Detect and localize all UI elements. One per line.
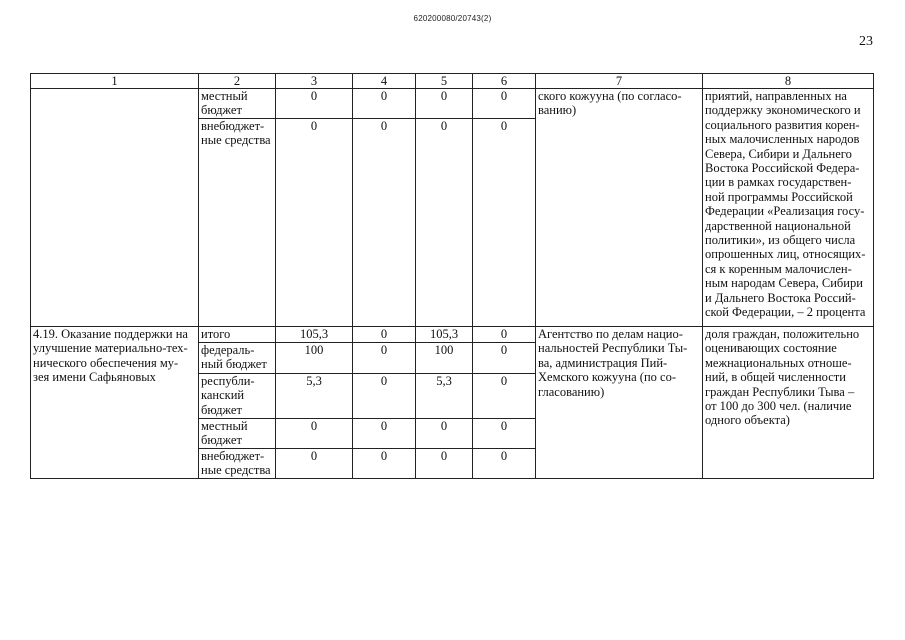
indicator-line: поддержку экономического и	[705, 103, 861, 118]
item-line: нического обеспечения му-	[33, 355, 179, 370]
responsible-line: ва, администрация Пий-	[538, 355, 668, 370]
indicator-cell	[703, 327, 874, 479]
value-cell: 0	[353, 327, 416, 343]
indicator-line: ции в рамках государствен-	[705, 175, 852, 190]
table-row	[31, 89, 874, 119]
column-number: 6	[473, 74, 536, 89]
funding-source-line: бюджет	[201, 402, 242, 417]
value-cell: 0	[276, 119, 353, 327]
value-cell: 0	[416, 419, 473, 449]
value-cell: 105,3	[276, 327, 353, 343]
indicator-line: опрошенных лиц, относящих-	[705, 247, 866, 262]
responsible-cell	[536, 89, 703, 327]
table-row	[31, 327, 874, 343]
indicator-line: доля граждан, положительно	[705, 327, 860, 341]
indicator-line: и Дальнего Востока Россий-	[705, 290, 856, 305]
indicator-line: ся к коренным малочислен-	[705, 261, 852, 276]
value-cell: 0	[353, 449, 416, 479]
item-line: улучшение материально-тех-	[33, 341, 188, 356]
responsible-line: Агентство по делам нацио-	[538, 327, 683, 341]
value-cell: 0	[353, 343, 416, 374]
funding-source-line: ный бюджет	[201, 357, 267, 372]
indicator-line: одного объекта)	[705, 413, 790, 428]
item-cell	[31, 89, 199, 327]
value-cell: 5,3	[416, 374, 473, 419]
column-number: 2	[199, 74, 276, 89]
indicator-line: оценивающих состояние	[705, 341, 837, 356]
page-number: 23	[859, 34, 873, 49]
funding-source-line: внебюджет-	[201, 119, 265, 133]
value-cell: 0	[473, 449, 536, 479]
column-number: 3	[276, 74, 353, 89]
value-cell: 0	[276, 449, 353, 479]
column-number: 1	[31, 74, 199, 89]
value-cell: 0	[473, 89, 536, 119]
value-cell: 0	[416, 119, 473, 327]
value-cell: 0	[276, 89, 353, 119]
value-cell: 0	[353, 419, 416, 449]
funding-source-cell	[199, 89, 276, 119]
value-cell: 0	[473, 119, 536, 327]
column-number: 8	[703, 74, 874, 89]
responsible-line: ского кожууна (по согласо-	[538, 89, 682, 103]
document-registration-stamp: 620200080/20743(2)	[413, 14, 492, 23]
funding-source-line: ные средства	[201, 133, 271, 148]
value-cell: 0	[473, 327, 536, 343]
column-number: 7	[536, 74, 703, 89]
indicator-cell	[703, 89, 874, 327]
indicator-line: Севера, Сибири и Дальнего	[705, 146, 852, 161]
item-line: 4.19. Оказание поддержки на	[33, 327, 188, 341]
indicator-line: от 100 до 300 чел. (наличие	[705, 399, 852, 414]
value-cell: 100	[276, 343, 353, 374]
value-cell: 0	[473, 374, 536, 419]
responsible-line: гласованию)	[538, 384, 605, 399]
funding-source-line: итого	[201, 327, 231, 341]
value-cell: 0	[353, 374, 416, 419]
indicator-line: ний, в общей численности	[705, 370, 846, 385]
funding-source-line: федераль-	[201, 343, 255, 357]
program-table	[30, 73, 874, 479]
funding-source-line: бюджет	[201, 103, 242, 118]
indicator-line: политики», из общего числа	[705, 233, 856, 248]
value-cell: 105,3	[416, 327, 473, 343]
indicator-line: Федерации «Реализация госу-	[705, 204, 865, 219]
value-cell: 0	[473, 419, 536, 449]
funding-source-cell	[199, 449, 276, 479]
value-cell: 0	[473, 343, 536, 374]
funding-source-line: местный	[201, 419, 248, 433]
column-number: 5	[416, 74, 473, 89]
value-cell: 0	[416, 89, 473, 119]
funding-source-line: внебюджет-	[201, 449, 265, 463]
responsible-line: Хемского кожууна (по со-	[538, 370, 676, 385]
value-cell: 0	[416, 449, 473, 479]
indicator-line: межнациональных отноше-	[705, 355, 852, 370]
indicator-line: граждан Республики Тыва –	[705, 384, 855, 399]
funding-source-line: ные средства	[201, 463, 271, 478]
indicator-line: Востока Российской Федера-	[705, 161, 860, 176]
responsible-line: ванию)	[538, 103, 577, 118]
item-cell	[31, 327, 199, 479]
value-cell: 5,3	[276, 374, 353, 419]
indicator-line: ным народам Севера, Сибири	[705, 276, 863, 291]
funding-source-cell	[199, 343, 276, 374]
funding-source-cell	[199, 374, 276, 419]
funding-source-line: канский	[201, 388, 245, 403]
responsible-cell	[536, 327, 703, 479]
indicator-line: приятий, направленных на	[705, 89, 847, 103]
column-number-row	[31, 74, 874, 89]
value-cell: 0	[353, 119, 416, 327]
funding-source-line: республи-	[201, 374, 255, 388]
funding-source-cell	[199, 119, 276, 327]
funding-source-line: местный	[201, 89, 248, 103]
indicator-line: ской Федерации, – 2 процента	[705, 305, 866, 320]
indicator-line: ных малочисленных народов	[705, 132, 860, 147]
indicator-line: дарственной национальной	[705, 218, 851, 233]
funding-source-line: бюджет	[201, 433, 242, 448]
indicator-line: социального развития корен-	[705, 117, 860, 132]
funding-source-cell	[199, 327, 276, 343]
value-cell: 100	[416, 343, 473, 374]
value-cell: 0	[353, 89, 416, 119]
responsible-line: нальностей Республики Ты-	[538, 341, 688, 356]
column-number: 4	[353, 74, 416, 89]
funding-source-cell	[199, 419, 276, 449]
item-line: зея имени Сафьяновых	[33, 370, 156, 385]
indicator-line: ной программы Российской	[705, 189, 853, 204]
value-cell: 0	[276, 419, 353, 449]
